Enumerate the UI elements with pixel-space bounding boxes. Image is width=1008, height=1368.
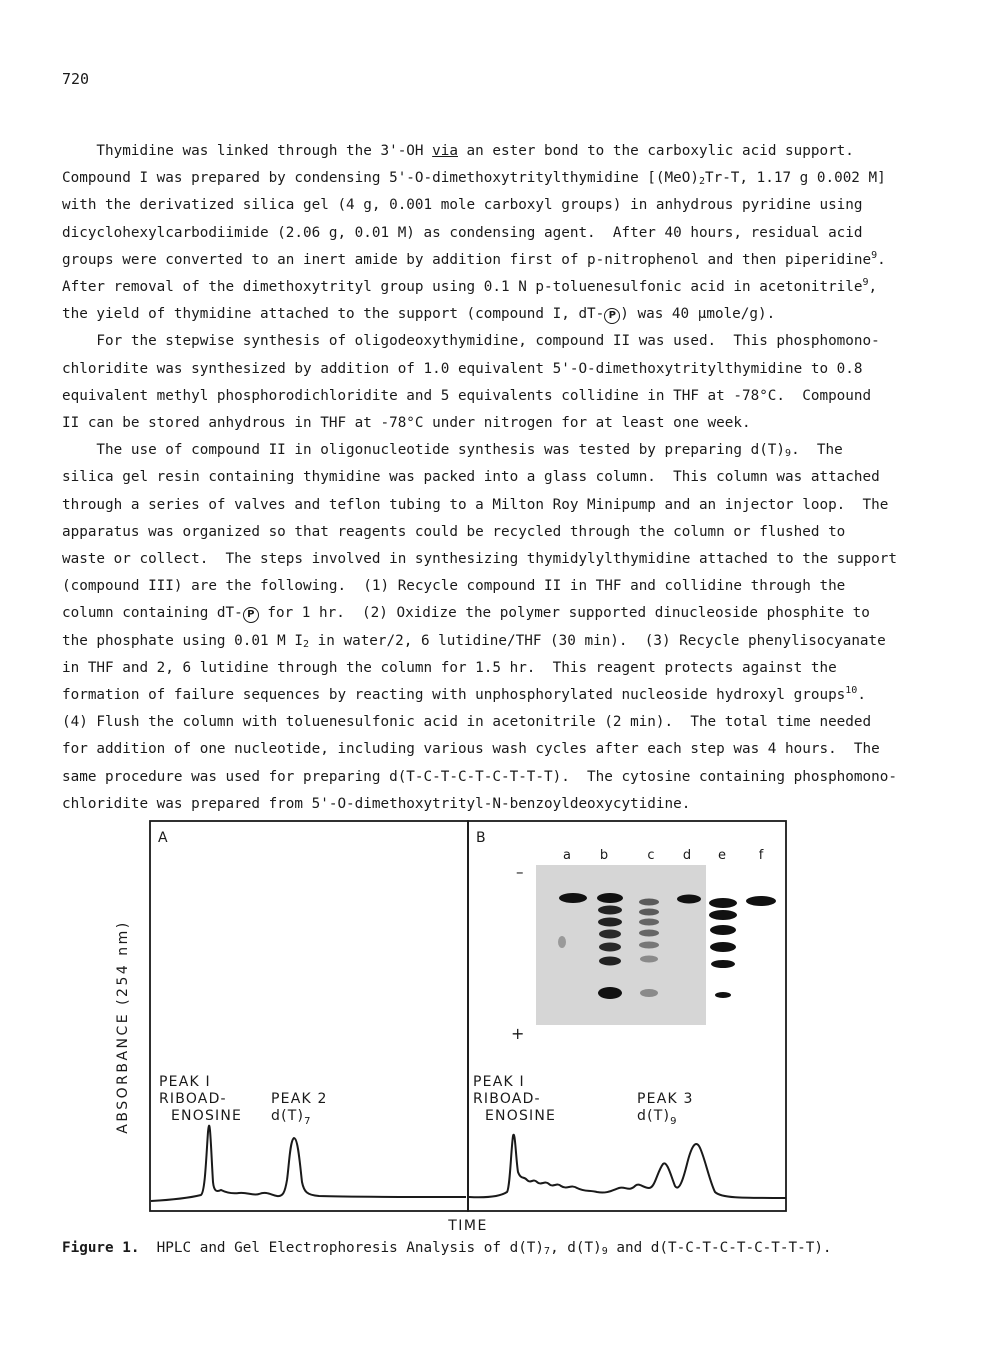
gel-band (639, 942, 659, 949)
panel-b-trace (469, 1135, 786, 1198)
svg-text:d(T)9: $d(T)_9$ (637, 1108, 678, 1127)
text-line: (4) Flush the column with toluenesulfonic acid in acetonitrile (2 min). The total time needed (62, 714, 872, 731)
text-line: same procedure was used for preparing d(T-C-T-C-T-C-T-T-T). The cytosine containing phosphomono- (62, 768, 897, 785)
gel-band (640, 956, 658, 963)
gel-band (639, 899, 659, 906)
x-axis-label: TIME (448, 1218, 488, 1234)
gel-image (511, 848, 776, 1043)
gel-band (599, 930, 621, 939)
gel-lane-labels (563, 848, 764, 863)
panel-b-peak1-label (473, 1074, 556, 1124)
gel-lane-label: b (599, 848, 609, 863)
gel-lane-label: a (563, 848, 571, 863)
gel-lane-label: d (682, 848, 692, 863)
gel-band (710, 942, 736, 952)
panel-a-peak1-label (159, 1074, 242, 1124)
text-line: column containing dT- P for 1 hr. (2) Oxidize the polymer supported dinucleoside phosphite to (62, 605, 870, 622)
reference-superscript: 10 (845, 685, 858, 697)
gel-anode-plus: + (511, 1024, 525, 1043)
text-line: the yield of thymidine attached to the support (compound I, dT- P ) was 40 μmole/g). (62, 306, 776, 323)
gel-band (639, 909, 659, 916)
text-line: silica gel resin containing thymidine was packed into a glass column. This column was attached (62, 469, 880, 486)
panel-b-label: B (476, 830, 486, 846)
svg-text:PEAK 2: PEAK 2 (271, 1091, 328, 1107)
gel-band (710, 925, 736, 935)
gel-lane-label: c (647, 848, 655, 863)
text-line: chloridite was prepared from 5'-O-dimethoxytrityl-N-benzoyldeoxycytidine. (62, 795, 691, 812)
text-line: (compound III) are the following. (1) Recycle compound II in THF and collidine through the (62, 578, 846, 595)
svg-text:RIBOAD-: RIBOAD- (473, 1091, 541, 1107)
text-line: the phosphate using 0.01 M $I_2$ in water/2, 6 lutidine/THF (30 min). (3) Recycle phenylisocyanate (62, 632, 886, 650)
text-line: II can be stored anhydrous in THF at -78°C under nitrogen for at least one week. (62, 415, 751, 432)
circled-p-symbol: P (604, 308, 620, 324)
page-number: 720 (62, 70, 90, 88)
figure-caption-label: Figure 1. (62, 1240, 140, 1256)
gel-lane-label: e (718, 848, 726, 863)
paragraph-2 (62, 328, 942, 437)
circled-p-symbol: P (243, 607, 259, 623)
text-line: After removal of the dimethoxytrityl group using 0.1 N p-toluenesulfonic acid in acetonitrile$^9$, (62, 277, 878, 296)
svg-text:PEAK 3: PEAK 3 (637, 1091, 694, 1107)
text-line: in THF and 2, 6 lutidine through the column for 1.5 hr. This reagent protects against the (62, 659, 837, 676)
figure-caption: Figure 1. HPLC and Gel Electrophoresis Analysis of $d(T)_7$, $d(T)_9$ and d(T-C-T-C-T-C-T-T-T). (62, 1240, 832, 1257)
gel-band (639, 930, 659, 937)
svg-text:PEAK I: PEAK I (159, 1074, 211, 1090)
gel-band (599, 943, 621, 952)
gel-band (715, 992, 731, 998)
reference-superscript: 9 (871, 249, 878, 261)
gel-band (746, 896, 776, 906)
emphasis-via: via (432, 143, 458, 159)
gel-cathode-minus: – (516, 863, 524, 881)
text-line: Compound I was prepared by condensing 5'-O-dimethoxytritylthymidine [$(MeO)_2Tr-T$, 1.17 g 0.002 M] (62, 170, 886, 188)
paragraph-1 (62, 138, 942, 328)
text-line: formation of failure sequences by reacting with unphosphorylated nucleoside hydroxyl groups$^{10}$. (62, 685, 866, 704)
gel-band (558, 936, 566, 948)
panel-a-label: A (158, 830, 168, 846)
gel-band (597, 893, 623, 903)
text-line: The use of compound II in oligonucleotide synthesis was tested by preparing $d(T)_9$. The (62, 442, 843, 460)
reference-superscript: 9 (862, 277, 869, 289)
text-line: For the stepwise synthesis of oligodeoxythymidine, compound II was used. This phosphomono- (62, 333, 880, 350)
text-line: Thymidine was linked through the 3'-OH via an ester bond to the carboxylic acid support. (62, 143, 854, 159)
paragraph-3 (62, 437, 942, 818)
text-line: through a series of valves and teflon tubing to a Milton Roy Minipump and an injector loop. The (62, 496, 889, 513)
gel-band (599, 957, 621, 966)
gel-band (709, 910, 737, 920)
figure-1-graphic (115, 820, 889, 1235)
gel-band (598, 987, 622, 999)
svg-text:ENOSINE: ENOSINE (171, 1108, 243, 1124)
svg-text:ENOSINE: ENOSINE (485, 1108, 557, 1124)
text-line: dicyclohexylcarbodiimide (2.06 g, 0.01 M) as condensing agent. After 40 hours, residual acid (62, 224, 863, 241)
y-axis-label: ABSORBANCE (254 nm) (115, 920, 131, 1134)
panel-a-peak2-label (271, 1091, 328, 1127)
svg-text:PEAK I: PEAK I (473, 1074, 525, 1090)
text-line: waste or collect. The steps involved in synthesizing thymidylylthymidine attached to the support (62, 551, 897, 568)
text-line: chloridite was synthesized by addition of 1.0 equivalent 5'-O-dimethoxytritylthymidine to 0.8 (62, 360, 863, 377)
panel-a-frame (150, 821, 468, 1211)
gel-band (639, 919, 659, 926)
gel-band (677, 895, 701, 904)
gel-lane-label: f (758, 848, 764, 863)
panel-b-peak3-label (637, 1091, 694, 1127)
panel-a-trace (151, 1126, 466, 1201)
svg-text:RIBOAD-: RIBOAD- (159, 1091, 227, 1107)
gel-band (598, 918, 622, 927)
text-line: for addition of one nucleotide, including various wash cycles after each step was 4 hours. The (62, 741, 880, 758)
text-line: groups were converted to an inert amide by addition first of p-nitrophenol and then piperidine$^9$. (62, 249, 886, 268)
gel-band (640, 989, 658, 997)
figure-1 (115, 820, 889, 1239)
gel-band (598, 906, 622, 915)
svg-text:d(T)7: $d(T)_7$ (271, 1108, 312, 1127)
gel-band (709, 898, 737, 908)
text-line: apparatus was organized so that reagents could be recycled through the column or flushed to (62, 523, 846, 540)
body-text (62, 138, 942, 818)
text-line: with the derivatized silica gel (4 g, 0.001 mole carboxyl groups) in anhydrous pyridine using (62, 197, 863, 214)
text-line: equivalent methyl phosphorodichloridite and 5 equivalents collidine in THF at -78°C. Compound (62, 387, 872, 404)
gel-band (559, 893, 587, 903)
gel-band (711, 960, 735, 968)
